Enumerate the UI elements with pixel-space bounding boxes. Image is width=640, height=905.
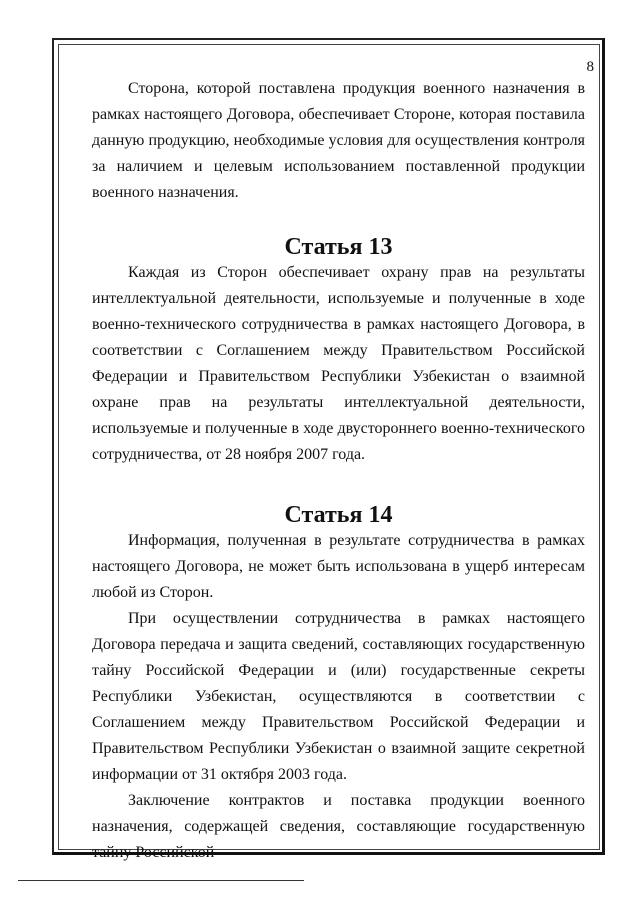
article-14-title: Статья 14 — [284, 502, 393, 528]
footer-rule — [18, 880, 304, 881]
page-number: 8 — [586, 59, 594, 75]
article-13-title: Статья 13 — [284, 234, 393, 260]
document-body — [92, 76, 585, 866]
article-13-paragraph: Каждая из Сторон обеспечивает охрану прав на результаты интеллектуальной деятельности, используемые и полученные в ходе военно-технического сотрудничества в рамках настоящего Договора, в соответствии с Соглашением между Правительством Российской Федерации и Правительством Республики Узбекистан о взаимной охране прав на результаты интеллектуальной деятельности, используемые и полученные в ходе двустороннего военно-технического сотрудничества, от 28 ноября 2007 года. — [92, 264, 585, 463]
article-14-paragraph-3: Заключение контрактов и поставка продукции военного назначения, содержащей сведения, составляющие государственную тайну Российской — [92, 792, 585, 861]
article-14-paragraph-1: Информация, полученная в результате сотрудничества в рамках настоящего Договора, не может быть использована в ущерб интересам любой из Сторон. — [92, 532, 585, 601]
article-14-paragraph-2: При осуществлении сотрудничества в рамках настоящего Договора передача и защита сведений, составляющих государственную тайну Российской Федерации и (или) государственные секреты Республики Узбекистан, осуществляются в соответствии с Соглашением между Правительством Российской Федерации и Правительством Республики Узбекистан о взаимной защите секретной информации от 31 октября 2003 года. — [92, 610, 585, 783]
intro-paragraph: Сторона, которой поставлена продукция военного назначения в рамках настоящего Договора, обеспечивает Стороне, которая поставила данную продукцию, необходимые условия для осуществления контроля за наличием и целевым использованием поставленной продукции военного назначения. — [92, 80, 585, 201]
